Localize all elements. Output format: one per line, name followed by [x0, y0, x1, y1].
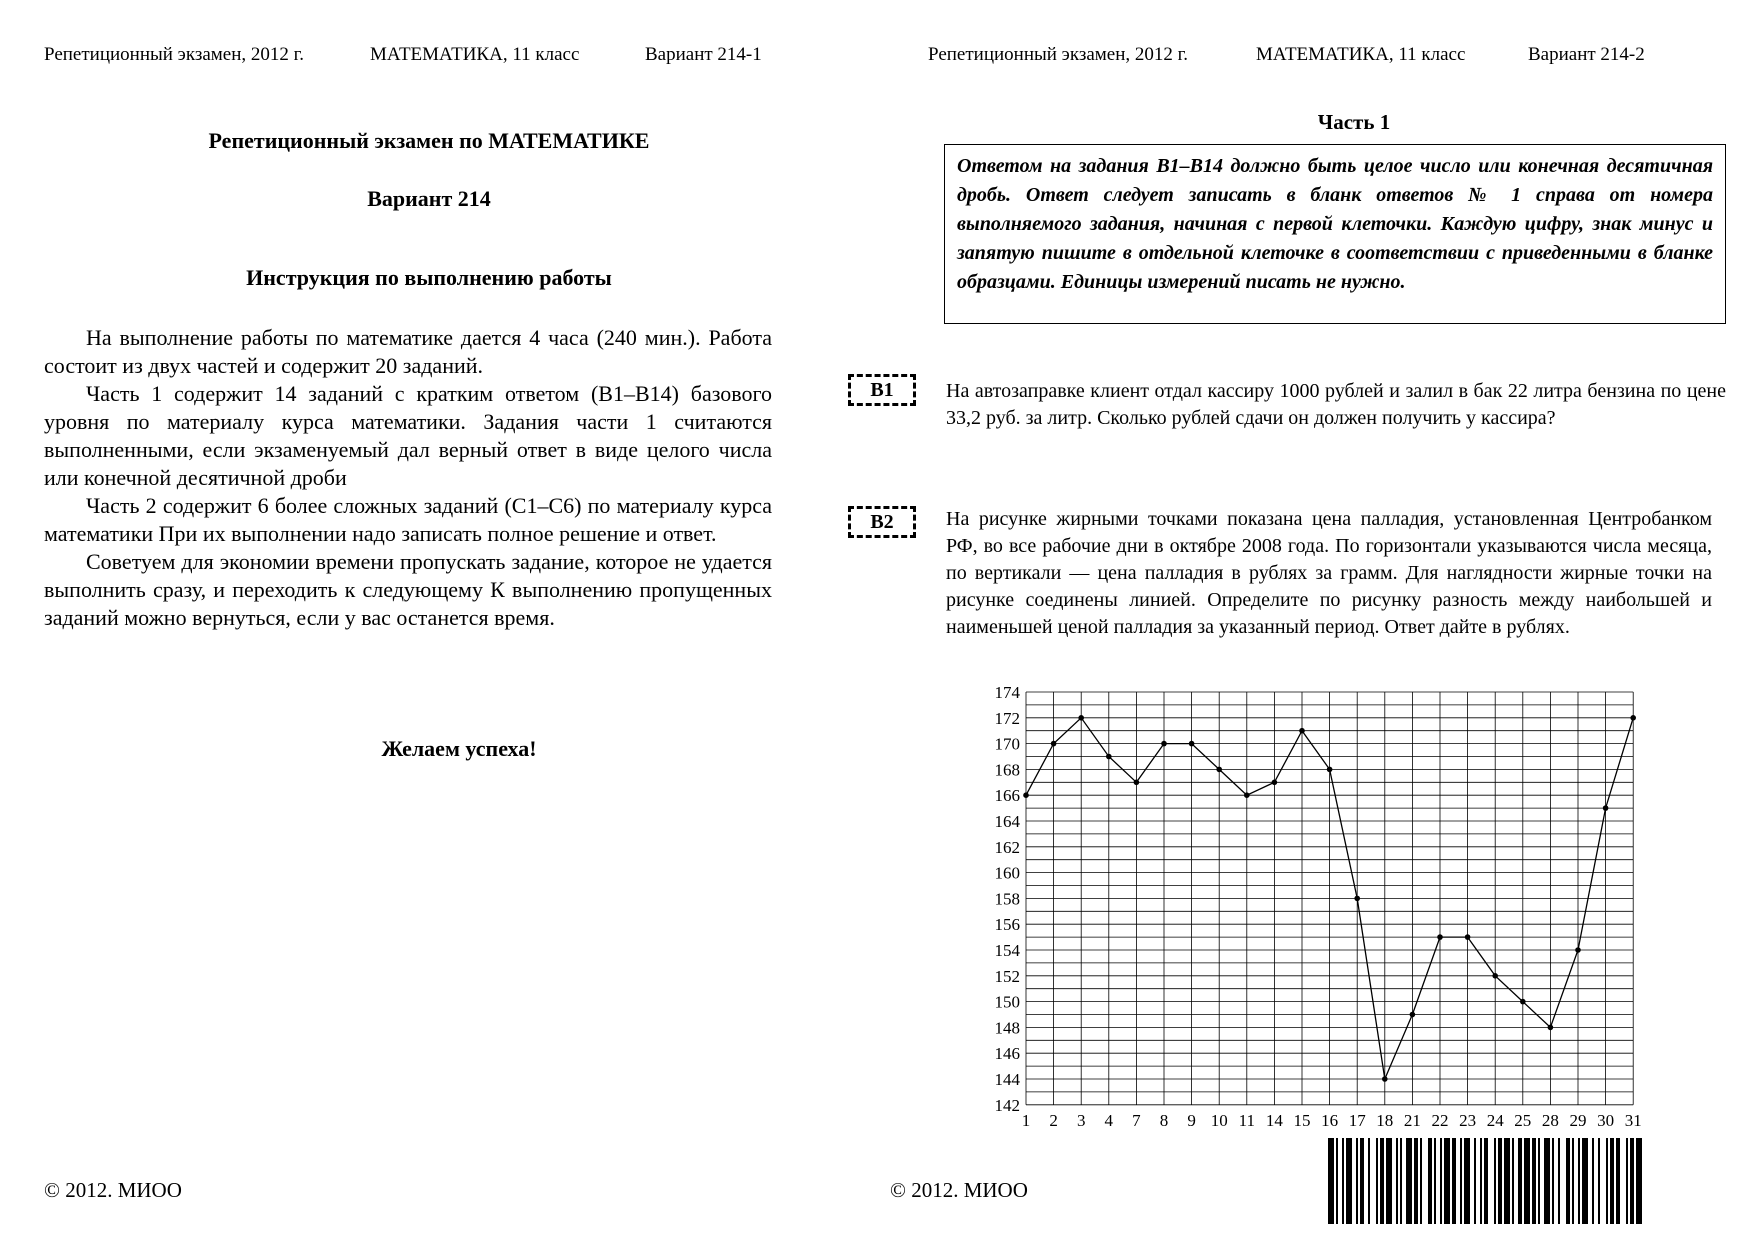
price-data-point [1382, 1076, 1388, 1082]
barcode-bar [1368, 1138, 1370, 1224]
price-data-point [1134, 780, 1140, 786]
price-data-point [1216, 767, 1222, 773]
y-tick-label: 168 [994, 760, 1020, 780]
x-tick-label: 29 [1569, 1110, 1587, 1130]
barcode-bar [1342, 1138, 1344, 1224]
price-data-point [1023, 792, 1029, 798]
price-data-point [1244, 792, 1250, 798]
barcode-bar [1346, 1138, 1352, 1224]
barcode-bar [1532, 1138, 1536, 1224]
barcode-bar [1524, 1138, 1530, 1224]
barcode-bar [1434, 1138, 1436, 1224]
barcode-bar [1428, 1138, 1432, 1224]
barcode-bar [1494, 1138, 1496, 1224]
barcode-bar [1396, 1138, 1398, 1224]
answer-instruction-box [944, 144, 1726, 324]
price-data-point [1437, 934, 1443, 940]
barcode-bar [1414, 1138, 1418, 1224]
barcode-bar [1440, 1138, 1442, 1224]
task-label-b2-text: B2 [870, 510, 894, 533]
price-data-point [1299, 728, 1305, 734]
price-data-point [1630, 715, 1636, 721]
y-tick-label: 164 [994, 812, 1020, 831]
x-tick-label: 24 [1486, 1110, 1504, 1130]
task-label-b2 [848, 506, 916, 538]
barcode-bar [1406, 1138, 1412, 1224]
y-tick-label: 156 [994, 915, 1020, 935]
barcode-bar [1566, 1138, 1570, 1224]
barcode-bar [1474, 1138, 1476, 1224]
instruction-paragraph: Часть 1 содержит 14 заданий с кратким ответом (B1–B14) базового уровня по материалу курса математики. Задания части 1 считаются выполненными, если экзаменуемый дал верный ответ в виде целого числа или конечной десятичной дроби [44, 381, 772, 490]
price-data-point [1548, 1025, 1554, 1031]
right-header-subject: МАТЕМАТИКА, 11 класс [1256, 44, 1466, 65]
instruction-paragraph: Часть 2 содержит 6 более сложных заданий (C1–C6) по материалу курса математики При их выполнении надо записать полное решение и ответ. [44, 493, 772, 546]
right-header-exam: Репетиционный экзамен, 2012 г. [928, 44, 1189, 65]
barcode-bar [1420, 1138, 1422, 1224]
x-tick-label: 7 [1132, 1110, 1141, 1130]
barcode-bar [1636, 1138, 1642, 1224]
x-tick-label: 30 [1597, 1110, 1615, 1130]
barcode-bar [1558, 1138, 1560, 1224]
price-data-point [1410, 1012, 1416, 1018]
x-tick-label: 8 [1159, 1110, 1169, 1130]
barcode-bar [1464, 1138, 1470, 1224]
exam-title: Репетиционный экзамен по МАТЕМАТИКЕ [208, 128, 650, 153]
barcode-bar [1592, 1138, 1594, 1224]
right-footer: © 2012. МИОО [890, 1178, 1028, 1202]
barcode-bar [1504, 1138, 1510, 1224]
barcode-bar [1606, 1138, 1608, 1224]
barcode-bar [1480, 1138, 1482, 1224]
x-tick-label: 17 [1348, 1110, 1366, 1130]
barcode-bar [1380, 1138, 1384, 1224]
instructions-body [44, 324, 772, 632]
x-tick-label: 25 [1514, 1110, 1532, 1130]
closing-wish: Желаем успеха! [381, 736, 537, 761]
price-data-point [1354, 896, 1360, 902]
barcode-bar [1572, 1138, 1574, 1224]
x-tick-label: 22 [1431, 1110, 1449, 1130]
left-header-variant: Вариант 214-1 [645, 44, 762, 65]
y-tick-label: 170 [994, 734, 1020, 754]
x-tick-label: 15 [1293, 1110, 1311, 1130]
barcode-bar [1518, 1138, 1522, 1224]
y-tick-label: 148 [994, 1018, 1020, 1038]
x-tick-label: 16 [1321, 1110, 1339, 1130]
barcode-bar [1336, 1138, 1338, 1224]
price-data-point [1161, 741, 1167, 747]
barcode-bar [1610, 1138, 1614, 1224]
answer-instruction-text: Ответом на задания B1–B14 должно быть целое число или конечная десятичная дробь. Ответ следует записать в бланк ответов № 1 справа от номера выполняемого задания, начиная с первой клеточки. Каждую цифру, знак минус и запятую пишите в отдельной клеточке в соответствии с приведенными в бланке образцами. Единицы измерений писать не нужно. [957, 155, 1713, 293]
right-header-variant: Вариант 214-2 [1528, 44, 1645, 65]
task-label-b1-text: B1 [870, 378, 894, 401]
left-footer: © 2012. МИОО [44, 1178, 182, 1202]
y-tick-label: 158 [994, 889, 1020, 909]
barcode-bar [1630, 1138, 1634, 1224]
barcode-bar [1444, 1138, 1450, 1224]
y-tick-label: 144 [994, 1070, 1020, 1089]
x-tick-label: 2 [1049, 1110, 1058, 1130]
barcode-bar [1356, 1138, 1358, 1224]
left-header-subject: МАТЕМАТИКА, 11 класс [370, 44, 580, 65]
barcode-bar [1626, 1138, 1628, 1224]
barcode-bar [1484, 1138, 1488, 1224]
task-label-b1 [848, 374, 916, 406]
instruction-paragraph: На выполнение работы по математике дается 4 часа (240 мин.). Работа состоит из двух частей и содержит 20 заданий. [44, 325, 772, 378]
left-header-exam: Репетиционный экзамен, 2012 г. [44, 44, 305, 65]
price-data-point [1575, 947, 1581, 953]
y-tick-label: 146 [994, 1044, 1020, 1064]
instruction-paragraph: Советуем для экономии времени пропускать задание, которое не удается выполнить сразу, и переходить к следующему К выполнению пропущенных заданий можно вернуться, если у вас останется время. [44, 549, 772, 630]
barcode-image [1328, 1138, 1724, 1224]
price-data-point [1106, 754, 1112, 760]
x-tick-label: 1 [1021, 1110, 1031, 1130]
y-tick-label: 160 [994, 863, 1020, 883]
palladium-price-chart [960, 680, 1650, 1140]
y-tick-label: 152 [994, 966, 1020, 986]
x-tick-label: 31 [1624, 1110, 1642, 1130]
price-data-point [1465, 934, 1471, 940]
barcode-bar [1552, 1138, 1554, 1224]
barcode-bar [1376, 1138, 1378, 1224]
x-tick-label: 21 [1403, 1110, 1421, 1130]
barcode-bar [1578, 1138, 1580, 1224]
barcode-bar [1498, 1138, 1502, 1224]
y-tick-label: 166 [994, 786, 1020, 806]
y-tick-label: 142 [994, 1095, 1020, 1115]
barcode-bar [1452, 1138, 1456, 1224]
price-data-point [1520, 999, 1526, 1005]
barcode-bar [1598, 1138, 1600, 1224]
barcode-bar [1460, 1138, 1462, 1224]
x-tick-label: 9 [1187, 1110, 1196, 1130]
y-tick-label: 162 [994, 837, 1020, 857]
barcode-bar [1400, 1138, 1402, 1224]
barcode-bar [1544, 1138, 1550, 1224]
barcode-bar [1538, 1138, 1540, 1224]
part-title: Часть 1 [1317, 110, 1391, 134]
x-tick-label: 3 [1076, 1110, 1086, 1130]
x-tick-label: 4 [1104, 1110, 1114, 1130]
price-data-point [1272, 780, 1278, 786]
price-data-point [1051, 741, 1057, 747]
x-tick-label: 18 [1376, 1110, 1394, 1130]
x-tick-label: 10 [1210, 1110, 1228, 1130]
price-data-point [1327, 767, 1333, 773]
barcode-bar [1360, 1138, 1364, 1224]
price-data-point [1492, 973, 1498, 979]
price-data-point [1189, 741, 1195, 747]
barcode-bar [1328, 1138, 1334, 1224]
barcode-bar [1512, 1138, 1514, 1224]
y-tick-label: 150 [994, 992, 1020, 1012]
x-tick-label: 14 [1265, 1110, 1283, 1130]
x-tick-label: 28 [1541, 1110, 1559, 1130]
task-b2-text: На рисунке жирными точками показана цена палладия, установленная Центробанком РФ, во все рабочие дни в октябре 2008 года. По горизонтали указываются числа месяца, по вертикали — цена палладия в рублях за грамм. Для наглядности жирные точки на рисунке соединены линией. Определите по рисунку разность между наибольшей и наименьшей ценой палладия за указанный период. Ответ дайте в рублях. [946, 508, 1712, 638]
barcode-bar [1616, 1138, 1620, 1224]
x-tick-label: 11 [1238, 1110, 1255, 1130]
price-data-point [1603, 805, 1609, 811]
y-tick-label: 172 [994, 708, 1020, 728]
barcode-bar [1582, 1138, 1588, 1224]
task-b1-text: На автозаправке клиент отдал кассиру 1000 рублей и залил в бак 22 литра бензина по цене 33,2 руб. за литр. Сколько рублей сдачи он должен получить у кассира? [946, 380, 1726, 429]
x-tick-label: 23 [1459, 1110, 1477, 1130]
price-data-point [1078, 715, 1084, 721]
y-tick-label: 154 [994, 941, 1020, 960]
barcode-bar [1386, 1138, 1392, 1224]
instructions-heading: Инструкция по выполнению работы [246, 265, 612, 290]
variant-title: Вариант 214 [367, 186, 491, 211]
y-tick-label: 174 [994, 683, 1020, 702]
